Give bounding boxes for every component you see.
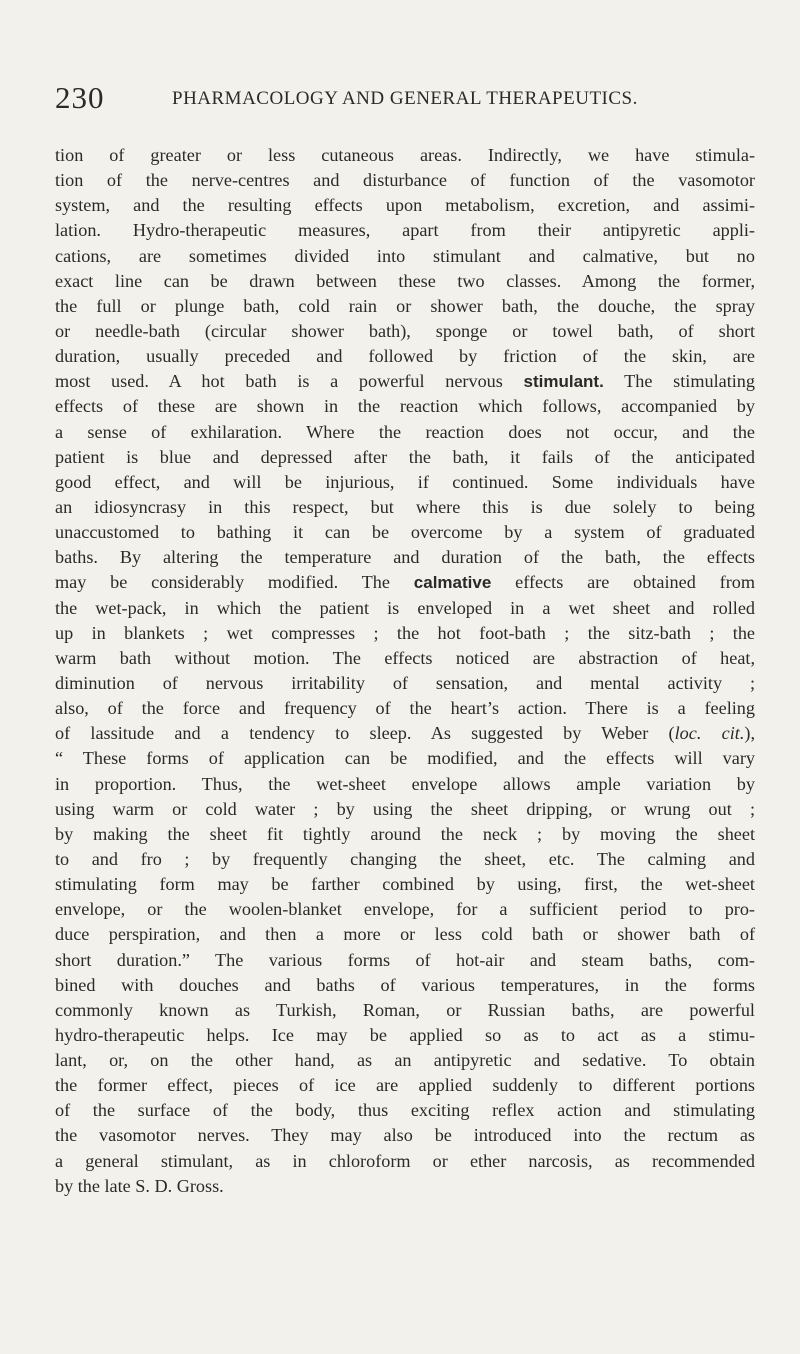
text-line: in proportion. Thus, the wet-sheet envelope allows ample variation by [55,773,755,794]
text-line: commonly known as Turkish, Roman, or Russian baths, are powerful [55,999,755,1020]
text-line: “ These forms of application can be modified, and the effects will vary [55,748,755,769]
text-line: lant, or, on the other hand, as an antipyretic and sedative. To obtain [55,1050,755,1071]
text-line: by the late S. D. Gross. [55,1175,224,1196]
text-line: warm bath without motion. The effects noticed are abstraction of heat, [55,647,755,668]
text-line: short duration.” The various forms of hot-air and steam baths, com- [55,949,755,970]
text-line: an idiosyncrasy in this respect, but where this is due solely to being [55,496,755,517]
text-line: envelope, or the woolen-blanket envelope, for a sufficient period to pro- [55,899,755,920]
text-line: the former effect, pieces of ice are applied suddenly to different portions [55,1075,755,1096]
text-line: duration, usually preceded and followed by friction of the skin, are [55,346,755,367]
page-number: 230 [55,80,105,115]
text-line: baths. By altering the temperature and duration of the bath, the effects [55,547,755,568]
text-line: or needle-bath (circular shower bath), sponge or towel bath, of short [55,320,755,341]
text-line: patient is blue and depressed after the bath, it fails of the anticipated [55,446,755,467]
emphasis-stimulant: stimulant. [523,372,604,392]
text-line: exact line can be drawn between these two classes. Among the former, [55,270,755,291]
text-line: stimulating form may be farther combined by using, first, the wet-sheet [55,874,755,895]
text-line: unaccustomed to bathing it can be overcome by a system of graduated [55,522,755,543]
text-line: of lassitude and a tendency to sleep. As suggested by Weber (loc. cit.), [55,723,755,744]
text-line: most used. A hot bath is a powerful nervous stimulant. The stimulating [55,371,755,392]
text-line: tion of greater or less cutaneous areas. Indirectly, we have stimula- [55,145,755,165]
text-line: tion of the nerve-centres and disturbance of function of the vasomotor [55,170,755,191]
text-line: up in blankets ; wet compresses ; the hot foot-bath ; the sitz-bath ; the [55,622,755,643]
text-line: to and fro ; by frequently changing the sheet, etc. The calming and [55,848,755,869]
running-head: PHARMACOLOGY AND GENERAL THERAPEUTICS. [172,88,638,109]
text-line: of the surface of the body, thus exciting reflex action and stimulating [55,1100,755,1121]
text-line: effects of these are shown in the reaction which follows, accompanied by [55,396,755,417]
text-line: using warm or cold water ; by using the sheet dripping, or wrung out ; [55,798,755,819]
text-line: a sense of exhilaration. Where the reaction does not occur, and the [55,421,755,442]
text-line: hydro-therapeutic helps. Ice may be applied so as to act as a stimu- [55,1024,755,1045]
text-line: the vasomotor nerves. They may also be introduced into the rectum as [55,1125,755,1146]
text-line: the wet-pack, in which the patient is enveloped in a wet sheet and rolled [55,597,755,618]
text-line: good effect, and will be injurious, if continued. Some individuals have [55,471,755,492]
text-line: duce perspiration, and then a more or less cold bath or shower bath of [55,924,755,945]
body-text [55,143,755,1199]
text-line: system, and the resulting effects upon metabolism, excretion, and assimi- [55,195,755,216]
citation-italic: loc. cit. [674,723,745,744]
text-line: a general stimulant, as in chloroform or ether narcosis, as recommended [55,1150,755,1171]
emphasis-calmative: calmative [413,573,492,593]
text-line: by making the sheet fit tightly around the neck ; by moving the sheet [55,823,755,844]
text-line: the full or plunge bath, cold rain or shower bath, the douche, the spray [55,295,755,316]
text-line: may be considerably modified. The calmative effects are obtained from [55,572,755,593]
text-line: also, of the force and frequency of the heart’s action. There is a feeling [55,698,755,719]
text-line: cations, are sometimes divided into stimulant and calmative, but no [55,245,755,266]
text-line: bined with douches and baths of various temperatures, in the forms [55,974,755,995]
page-header [55,78,755,118]
text-line: diminution of nervous irritability of sensation, and mental activity ; [55,672,755,693]
text-line: lation. Hydro-therapeutic measures, apart from their antipyretic appli- [55,220,755,241]
